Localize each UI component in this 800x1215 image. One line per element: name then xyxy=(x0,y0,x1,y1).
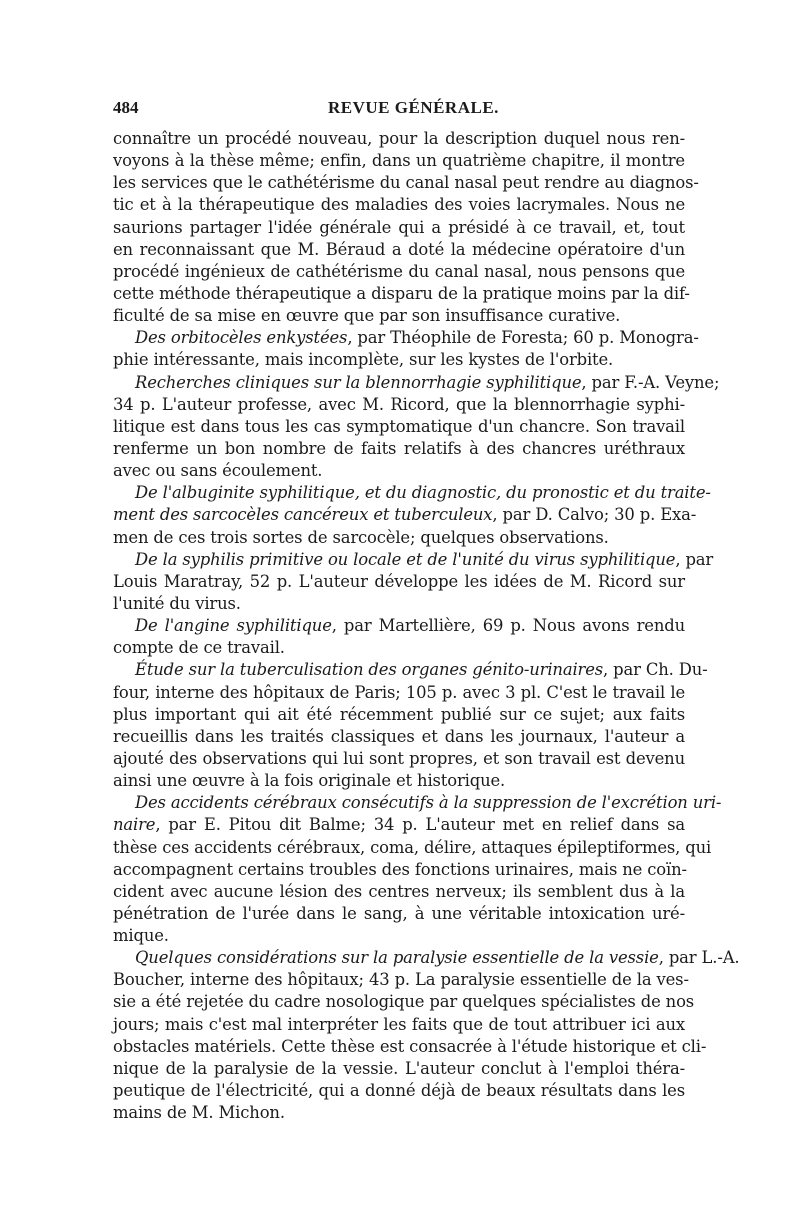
text-line xyxy=(113,792,722,814)
text-line xyxy=(113,947,740,969)
text-line xyxy=(113,1036,707,1058)
text-line xyxy=(113,859,685,881)
text-segment: mains de M. Michon. xyxy=(113,1103,285,1123)
text-segment: , par Ch. Du- xyxy=(603,660,708,680)
text-segment: , par D. Calvo; 30 p. Exa- xyxy=(492,505,697,525)
text-segment: four, interne des hôpitaux de Paris; 105 p. avec 3 pl. C'est le travail le xyxy=(113,682,685,702)
text-line xyxy=(113,682,685,704)
italic-title: Étude sur la tuberculisation des organes génito-urinaires xyxy=(135,660,604,680)
text-segment: mique. xyxy=(113,926,169,946)
text-line xyxy=(113,1102,685,1124)
text-segment: voyons à la thèse même; enfin, dans un quatrième chapitre, il montre xyxy=(113,151,685,171)
text-line xyxy=(113,925,685,947)
text-segment: cident avec aucune lésion des centres nerveux; ils semblent dus à la xyxy=(113,881,685,901)
text-line xyxy=(113,593,685,615)
text-segment: obstacles matériels. Cette thèse est consacrée à l'étude historique et cli- xyxy=(113,1036,707,1056)
text-segment: recueillis dans les traités classiques et dans les journaux, l'auteur a xyxy=(113,726,685,746)
page-number: 484 xyxy=(113,98,139,117)
text-line xyxy=(113,239,685,261)
text-line xyxy=(113,150,685,172)
text-line xyxy=(113,571,685,593)
text-line xyxy=(113,482,711,504)
text-segment: saurions partager l'idée générale qui a présidé à ce travail, et, tout xyxy=(113,217,685,237)
text-segment: ajouté des observations qui lui sont propres, et son travail est devenu xyxy=(113,748,685,768)
text-line xyxy=(113,372,720,394)
text-line xyxy=(113,615,685,637)
text-line xyxy=(113,881,685,903)
text-segment: peutique de l'électricité, qui a donné déjà de beaux résultats dans les xyxy=(113,1081,685,1101)
text-line xyxy=(113,659,708,681)
text-segment: phie intéressante, mais incomplète, sur les kystes de l'orbite. xyxy=(113,350,614,370)
text-line xyxy=(113,527,685,549)
text-line xyxy=(113,814,685,836)
text-segment: litique est dans tous les cas symptomatique d'un chancre. Son travail xyxy=(113,416,685,436)
text-segment: thèse ces accidents cérébraux, coma, délire, attaques épileptiformes, qui xyxy=(113,837,712,857)
text-segment: , par Théophile de Foresta; 60 p. Monogra- xyxy=(347,328,699,348)
italic-title: Quelques considérations sur la paralysie essentielle de la vessie xyxy=(135,948,659,968)
italic-title: Des orbitocèles enkystées xyxy=(135,328,348,348)
running-title: REVUE GÉNÉRALE. xyxy=(328,98,499,117)
text-line xyxy=(113,549,714,571)
italic-title: Recherches cliniques sur la blennorrhagie syphilitique xyxy=(135,372,582,392)
text-segment: , par E. Pitou dit Balme; 34 p. L'auteur met en relief dans sa xyxy=(155,815,685,835)
text-line xyxy=(113,726,685,748)
text-line xyxy=(113,991,695,1013)
text-segment: en reconnaissant que M. Béraud a doté la médecine opératoire d'un xyxy=(113,239,685,259)
italic-title: De l'albuginite syphilitique, et du diagnostic, du pronostic et du traite- xyxy=(135,483,711,503)
text-segment: renferme un bon nombre de faits relatifs à des chancres uréthraux xyxy=(113,438,685,458)
text-segment: Boucher, interne des hôpitaux; 43 p. La paralysie essentielle de la ves- xyxy=(113,970,689,990)
italic-title: naire xyxy=(113,815,156,835)
text-segment: , par xyxy=(675,549,714,569)
text-line xyxy=(113,1014,685,1036)
text-line xyxy=(113,438,685,460)
text-segment: Louis Maratray, 52 p. L'auteur développe les idées de M. Ricord sur xyxy=(113,571,685,591)
text-line xyxy=(113,903,685,925)
text-segment: 34 p. L'auteur professe, avec M. Ricord, que la blennorrhagie syphi- xyxy=(113,394,685,414)
text-line xyxy=(113,283,690,305)
text-segment: men de ces trois sortes de sarcocèle; quelques observations. xyxy=(113,527,609,547)
text-line xyxy=(113,1080,685,1102)
italic-title: Des accidents cérébraux consécutifs à la suppression de l'excrétion uri- xyxy=(135,793,722,813)
text-line xyxy=(113,770,685,792)
text-segment: , par L.-A. xyxy=(658,948,740,968)
text-line xyxy=(113,460,685,482)
text-line xyxy=(113,394,685,416)
italic-title: ment des sarcocèles cancéreux et tuberculeux xyxy=(113,505,493,525)
text-segment: , par F.-A. Veyne; xyxy=(581,372,720,392)
text-line xyxy=(113,748,685,770)
text-segment: pénétration de l'urée dans le sang, à une véritable intoxication uré- xyxy=(113,903,685,923)
text-segment: tic et à la thérapeutique des maladies des voies lacrymales. Nous ne xyxy=(113,195,685,215)
text-segment: jours; mais c'est mal interpréter les faits que de tout attribuer ici aux xyxy=(113,1014,685,1034)
text-segment: ficulté de sa mise en œuvre que par son insuffisance curative. xyxy=(113,306,621,326)
text-segment: ainsi une œuvre à la fois originale et historique. xyxy=(113,771,506,791)
text-segment: l'unité du virus. xyxy=(113,593,241,613)
text-segment: compte de ce travail. xyxy=(113,638,285,658)
text-line xyxy=(113,305,685,327)
text-line xyxy=(113,261,685,283)
text-line xyxy=(113,704,685,726)
text-line xyxy=(113,637,685,659)
text-segment: procédé ingénieux de cathétérisme du canal nasal, nous pensons que xyxy=(113,261,685,281)
italic-title: De la syphilis primitive ou locale et de l'unité du virus syphilitique xyxy=(135,549,676,569)
text-line xyxy=(113,349,685,371)
text-segment: accompagnent certains troubles des fonctions urinaires, mais ne coïn- xyxy=(113,859,687,879)
text-line xyxy=(113,217,685,239)
text-segment: connaître un procédé nouveau, pour la description duquel nous ren- xyxy=(113,129,685,148)
text-segment: nique de la paralysie de la vessie. L'auteur conclut à l'emploi théra- xyxy=(113,1058,685,1078)
text-segment: sie a été rejetée du cadre nosologique par quelques spécialistes de nos xyxy=(113,992,695,1012)
text-line xyxy=(113,504,697,526)
text-segment: cette méthode thérapeutique a disparu de la pratique moins par la dif- xyxy=(113,283,690,303)
text-line xyxy=(113,969,689,991)
text-segment: , par Martellière, 69 p. Nous avons rendu xyxy=(331,616,685,636)
text-segment: les services que le cathétérisme du canal nasal peut rendre au diagnos- xyxy=(113,173,699,193)
page-header xyxy=(113,98,683,122)
text-line xyxy=(113,327,699,349)
text-line xyxy=(113,194,685,216)
italic-title: De l'angine syphilitique xyxy=(135,616,332,636)
text-line xyxy=(113,128,685,150)
text-segment: plus important qui ait été récemment publié sur ce sujet; aux faits xyxy=(113,704,685,724)
text-segment: avec ou sans écoulement. xyxy=(113,461,323,481)
text-line xyxy=(113,837,712,859)
text-line xyxy=(113,416,685,438)
text-line xyxy=(113,1058,685,1080)
text-line xyxy=(113,172,699,194)
body-text xyxy=(113,128,740,1124)
